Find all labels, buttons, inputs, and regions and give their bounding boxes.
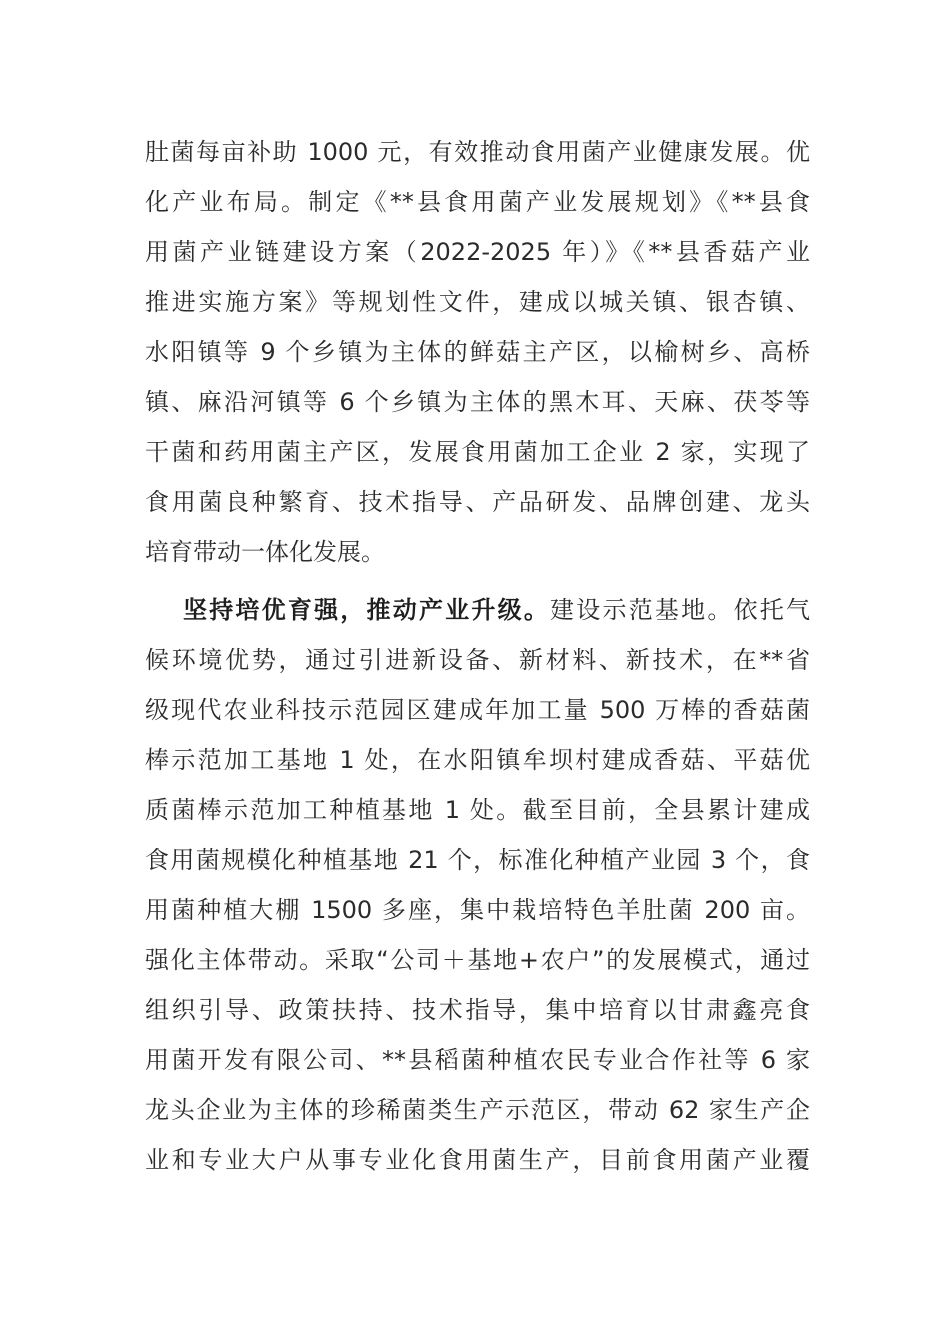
text-line: 级现代农业科技示范园区建成年加工量 500 万棒的香菇菌: [145, 696, 810, 724]
text-line: 食用菌规模化种植基地 21 个，标准化种植产业园 3 个，食: [145, 846, 810, 874]
text-line: 用菌种植大棚 1500 多座，集中栽培特色羊肚菌 200 亩。: [145, 896, 810, 924]
text-line: 食用菌良种繁育、技术指导、产品研发、品牌创建、龙头: [145, 488, 810, 516]
paragraph-heading: 坚持培优育强，推动产业升级。: [183, 596, 551, 624]
text-line: 组织引导、政策扶持、技术指导，集中培育以甘肃鑫亮食: [145, 996, 810, 1024]
paragraph-industry-layout: [145, 127, 810, 577]
text-line: 培育带动一体化发展。: [145, 538, 385, 566]
text-line: 用菌产业链建设方案（2022-2025 年）》《**县香菇产业: [145, 238, 810, 266]
text-line: 业和专业大户从事专业化食用菌生产，目前食用菌产业覆: [145, 1146, 810, 1174]
text-line: 水阳镇等 9 个乡镇为主体的鲜菇主产区，以榆树乡、高桥: [145, 338, 810, 366]
text-line: 化产业布局。制定《**县食用菌产业发展规划》《**县食: [145, 188, 810, 216]
text-line: 镇、麻沿河镇等 6 个乡镇为主体的黑木耳、天麻、茯苓等: [145, 388, 810, 416]
text-run: 建设示范基地。依托气: [550, 596, 811, 624]
text-line: 候环境优势，通过引进新设备、新材料、新技术，在**省: [145, 646, 810, 674]
paragraph-industry-upgrade: [145, 585, 810, 1185]
text-line: 棒示范加工基地 1 处，在水阳镇牟坝村建成香菇、平菇优: [145, 746, 810, 774]
paragraph-first-line: [145, 585, 810, 635]
text-line: 肚菌每亩补助 1000 元，有效推动食用菌产业健康发展。优: [145, 138, 810, 166]
text-line: 推进实施方案》等规划性文件，建成以城关镇、银杏镇、: [145, 288, 810, 316]
text-line: 龙头企业为主体的珍稀菌类生产示范区，带动 62 家生产企: [145, 1096, 810, 1124]
text-line: 干菌和药用菌主产区，发展食用菌加工企业 2 家，实现了: [145, 438, 810, 466]
text-line: 强化主体带动。采取“公司＋基地+农户”的发展模式，通过: [145, 946, 810, 974]
text-line: 质菌棒示范加工种植基地 1 处。截至目前，全县累计建成: [145, 796, 810, 824]
text-line: 用菌开发有限公司、**县稻菌种植农民专业合作社等 6 家: [145, 1046, 810, 1074]
